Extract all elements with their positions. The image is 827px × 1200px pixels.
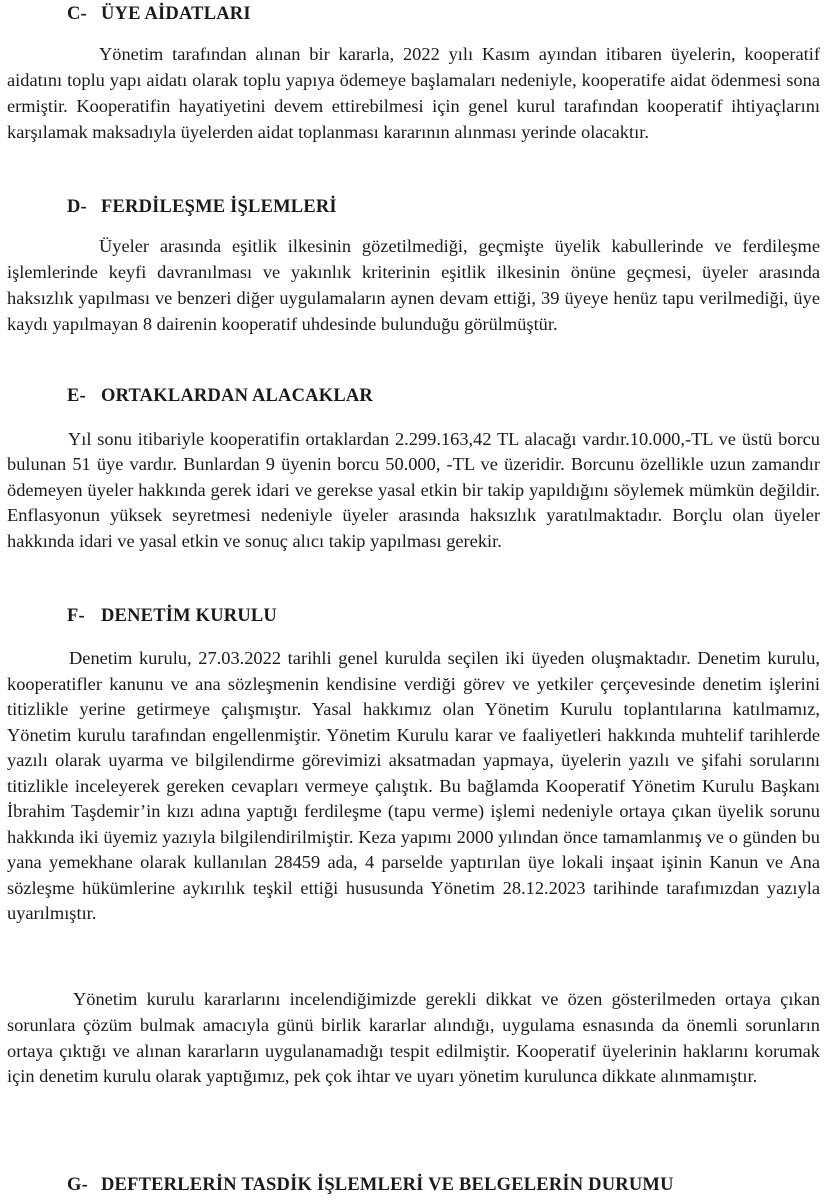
section-d-letter: D- [67,197,87,217]
section-d-paragraph: Üyeler arasında eşitlik ilkesinin gözetilmediği, geçmişte üyelik kabullerinde ve ferdileşme işlemlerinde keyfi davranılması ve yakınlık kriterinin eşitlik ilkesinin önüne geçmesi, üyeler arasında haksızlık yapılması ve benzeri diğer uygulamaların aynen devam ettiği, 39 üyeye henüz tapu verilmediği, üye kaydı yapılmayan 8 dairenin kooperatif uhdesinde bulunduğu görülmüştür. [7,236,820,334]
section-f-paragraph-2: Yönetim kurulu kararlarını incelendiğimizde gerekli dikkat ve özen gösterilmeden ortaya çıkan sorunlara çözüm bulmak amacıyla günü birlik kararlar alındığı, uygulama esnasında da önemli sorunların ortaya çıktığı ve alınan kararların uygulanamadığı tespit edilmiştir. Kooperatif üyelerinin haklarını korumak için denetim kurulu olarak yaptığımız, pek çok ihtar ve uyarı yönetim kurulunca dikkate alınmamıştır. [7,989,820,1087]
section-c-heading [67,2,251,26]
section-g-letter: G- [67,1175,88,1195]
section-c-title: ÜYE AİDATLARI [101,4,251,24]
section-d-heading [67,195,337,219]
section-f-title: DENETİM KURULU [101,606,277,626]
section-e-letter: E- [67,386,86,406]
section-c-paragraph: Yönetim tarafından alınan bir kararla, 2022 yılı Kasım ayından itibaren üyelerin, kooperatif aidatını toplu yapı aidatı olarak toplu yapıya ödemeye başlamaları nedeniyle, kooperatife aidat ödenmesi sona ermiştir. Kooperatifin hayatiyetini devem ettirebilmesi için genel kurul tarafından kooperatif ihtiyaçlarını karşılamak maksadıyla üyelerden aidat toplanması kararının alınması yerinde olacaktır. [7,44,820,142]
section-d-title: FERDİLEŞME İŞLEMLERİ [101,197,337,217]
section-e-title: ORTAKLARDAN ALACAKLAR [101,386,373,406]
section-f-letter: F- [67,606,85,626]
section-e-paragraph: Yıl sonu itibariyle kooperatifin ortaklardan 2.299.163,42 TL alacağı vardır.10.000,-TL ve üstü borcu bulunan 51 üye vardır. Bunlardan 9 üyenin borcu 50.000, -TL ve üzeridir. Borcunu özellikle uzun zamandır ödemeyen üyeler hakkında gerek idari ve gerekse yasal etkin bir takip yapıldığını söylemek mümkün değildir. Enflasyonun yüksek seyretmesi nedeniyle üyeler arasında haksızlık yaratılmaktadır. Borçlu olan üyeler hakkında idari ve yasal etkin ve sonuç alıcı takip yapılması gerekir. [7,429,820,551]
section-g-title: DEFTERLERİN TASDİK İŞLEMLERİ VE BELGELERİN DURUMU [101,1175,674,1195]
section-f-paragraph-1: Denetim kurulu, 27.03.2022 tarihli genel kurulda seçilen iki üyeden oluşmaktadır. Denetim kurulu, kooperatifler kanunu ve ana sözleşmenin kendisine verdiği görev ve yetkiler çerçevesinde denetim işlerini titizlikle yerine getirmeye çalışmıştır. Yasal hakkımız olan Yönetim Kurulu toplantılarına katılmamız, Yönetim kurulu tarafından engellenmiştir. Yönetim Kurulu karar ve faaliyetleri hakkında muhtelif tarihlerde yazılı olarak uyarma ve bilgilendirme görevimizi aksatmadan yapmaya, üyelerin yazılı ve şifahi sorularını titizlikle inceleyerek gereken cevapları vermeye çalıştık. Bu bağlamda Kooperatif Yönetim Kurulu Başkanı İbrahim Taşdemir’in kızı adına yaptığı ferdileşme (tapu verme) işlemi nedeniyle ortaya çıkan üyelik sorunu hakkında iki üyemiz yazıyla bilgilendirilmiştir. Keza yapımı 2000 yılından önce tamamlanmış ve o günden bu yana yemekhane olarak kullanılan 28459 ada, 4 parselde yaptırılan üye lokali inşaat işinin Kanun ve Ana sözleşme hükümlerine aykırılık teşkil ettiği hususunda Yönetim 28.12.2023 tarihinde tarafımızdan yazıyla uyarılmıştır. [7,648,820,923]
section-f-heading [67,604,277,628]
section-g-heading [67,1173,674,1197]
section-e-heading [67,384,373,408]
section-c-letter: C- [67,4,87,24]
